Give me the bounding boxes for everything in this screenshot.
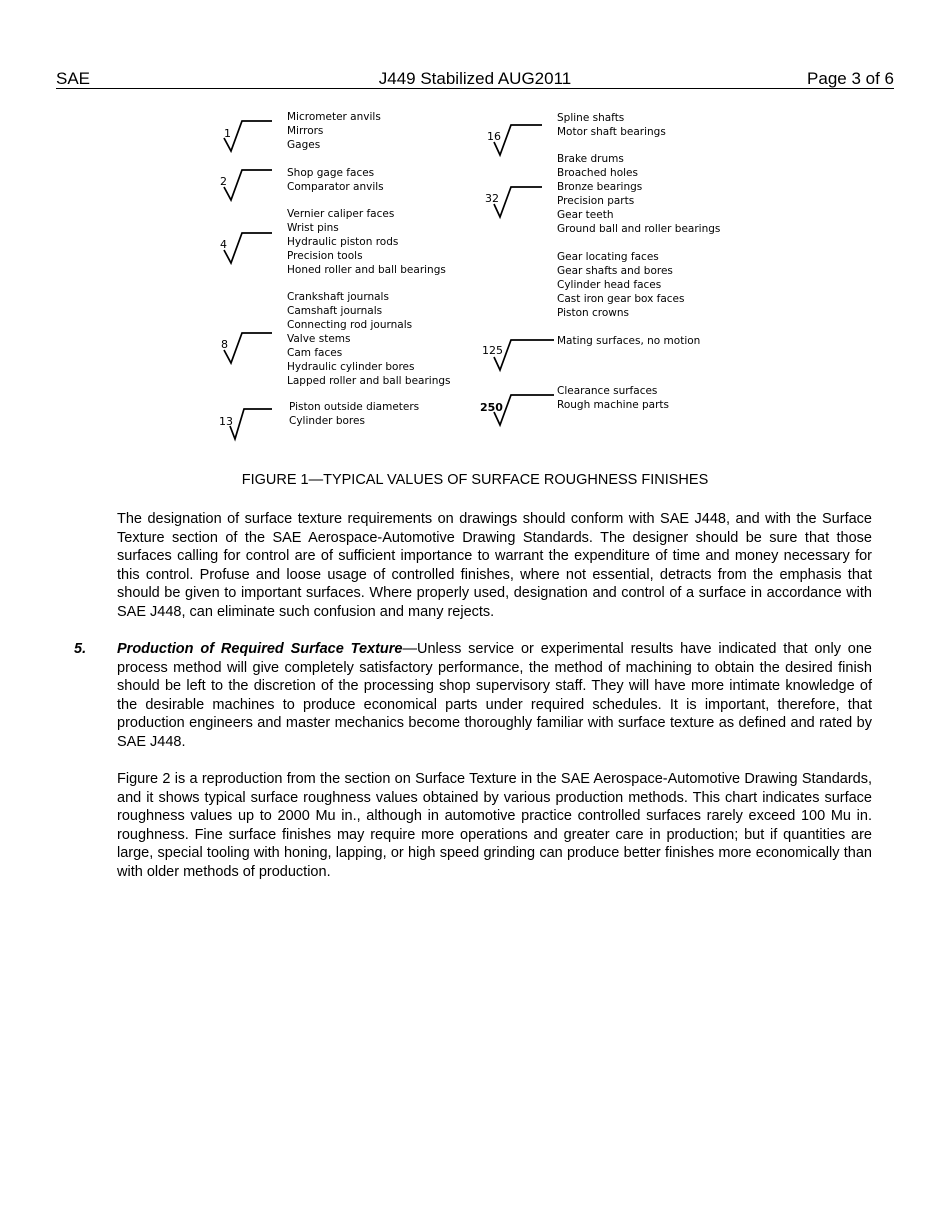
roughness-value: 4 <box>220 238 227 251</box>
check-mark-icon <box>218 230 274 266</box>
finish-item: Shop gage faces <box>287 167 375 179</box>
finish-item: Precision tools <box>287 250 363 262</box>
finish-item: Gear teeth <box>557 209 614 221</box>
finish-item: Mating surfaces, no motion <box>557 335 701 347</box>
finish-item: Cast iron gear box faces <box>557 293 685 305</box>
finish-item: Motor shaft bearings <box>557 126 666 138</box>
finish-group-2 <box>287 166 384 194</box>
finish-item: Brake drums <box>557 153 624 165</box>
check-mark-icon <box>486 122 544 158</box>
roughness-value: 250 <box>480 401 503 414</box>
check-mark-icon <box>218 167 274 203</box>
finish-item: Broached holes <box>557 167 638 179</box>
finish-item: Gear locating faces <box>557 251 659 263</box>
finish-item: Ground ball and roller bearings <box>557 223 721 235</box>
finish-item: Valve stems <box>287 333 351 345</box>
finish-item: Wrist pins <box>287 222 339 234</box>
paragraph-designation: The designation of surface texture requirements on drawings should conform with SAE J448, and with the Surface Texture section of the SAE Aerospace-Automotive Drawing Standards. The designer should be sure that those surfaces calling for control are of sufficient importance to warrant the expenditure of time and money necessary for this control. Profuse and loose usage of controlled finishes, where not essential, detracts from the emphasis that should be given to important surfaces. Where properly used, designation and control of a surface in accordance with SAE J448, can eliminate such confusion and many rejects. <box>117 511 872 620</box>
figure-1 <box>0 0 950 470</box>
finish-item: Rough machine parts <box>557 399 670 411</box>
section-number: 5. <box>74 641 87 657</box>
section-5-paragraph <box>117 640 872 752</box>
roughness-value: 8 <box>221 338 228 351</box>
finish-item: Gear shafts and bores <box>557 265 673 277</box>
roughness-value: 1 <box>224 127 231 140</box>
finish-item: Clearance surfaces <box>557 385 658 397</box>
finish-item: Piston crowns <box>557 307 630 319</box>
roughness-value: 32 <box>485 192 499 205</box>
finish-group-32 <box>557 152 720 236</box>
finish-item: Honed roller and ball bearings <box>287 264 446 276</box>
finish-item: Gages <box>287 139 321 151</box>
finish-item: Crankshaft journals <box>287 291 389 303</box>
finish-item: Hydraulic cylinder bores <box>287 361 415 373</box>
finish-item: Cylinder bores <box>289 415 365 427</box>
check-mark-icon <box>218 406 274 442</box>
finish-group-63 <box>557 250 684 320</box>
finish-item: Cam faces <box>287 347 343 359</box>
roughness-value: 16 <box>487 130 501 143</box>
finish-group-125 <box>557 334 700 348</box>
check-mark-icon <box>484 184 544 220</box>
finish-item: Mirrors <box>287 125 324 137</box>
roughness-value: 2 <box>220 175 227 188</box>
roughness-value: 125 <box>482 344 503 357</box>
finish-item: Vernier caliper faces <box>287 208 395 220</box>
finish-item: Piston outside diameters <box>289 401 420 413</box>
finish-group-8 <box>287 290 450 388</box>
finish-item: Micrometer anvils <box>287 111 381 123</box>
paragraph-figure-2: Figure 2 is a reproduction from the section on Surface Texture in the SAE Aerospace-Automotive Drawing Standards, and it shows typical surface roughness values obtained by various production methods. This chart indicates surface roughness values up to 2000 Mu in., although in automotive practice controlled surfaces rarely exceed 100 Mu in. roughness. Fine surface finishes may require more operations and greater care in production; but if quantities are large, special tooling with honing, lapping, or high speed grinding can produce better finishes more economically than with older methods of production. <box>117 771 872 880</box>
check-mark-icon <box>218 330 274 366</box>
figure-caption: FIGURE 1—TYPICAL VALUES OF SURFACE ROUGHNESS FINISHES <box>241 472 709 488</box>
section-heading: Production of Required Surface Texture <box>117 641 403 657</box>
finish-item: Spline shafts <box>557 112 625 124</box>
finish-item: Camshaft journals <box>287 305 383 317</box>
finish-item: Lapped roller and ball bearings <box>287 375 451 387</box>
finish-item: Hydraulic piston rods <box>287 236 399 248</box>
finish-item: Bronze bearings <box>557 181 643 193</box>
finish-group-250 <box>557 384 669 412</box>
finish-item: Precision parts <box>557 195 635 207</box>
finish-item: Cylinder head faces <box>557 279 662 291</box>
header-right: Page 3 of 6 <box>807 69 894 88</box>
header-center: J449 Stabilized AUG2011 <box>378 69 572 88</box>
check-mark-icon <box>482 337 556 373</box>
header-left: SAE <box>56 69 91 88</box>
finish-group-16 <box>557 111 666 139</box>
check-mark-icon <box>480 392 556 428</box>
check-mark-icon <box>222 118 274 154</box>
section-body: —Unless service or experimental results have indicated that only one process method will give completely satisfactory performance, the method of machining to obtain the desired finish should be left to the discretion of the processing shop supervisory staff. They will have more intimate knowledge of the desirable machines to produce economical parts under required schedules. It is important, therefore, that production engineers and master mechanics become thoroughly familiar with surface texture as defined and rated by SAE J448. <box>117 641 872 750</box>
finish-item: Connecting rod journals <box>287 319 413 331</box>
finish-group-13 <box>289 400 419 428</box>
finish-group-1 <box>287 110 381 152</box>
roughness-value: 13 <box>219 415 233 428</box>
finish-item: Comparator anvils <box>287 181 384 193</box>
finish-group-4 <box>287 207 446 277</box>
